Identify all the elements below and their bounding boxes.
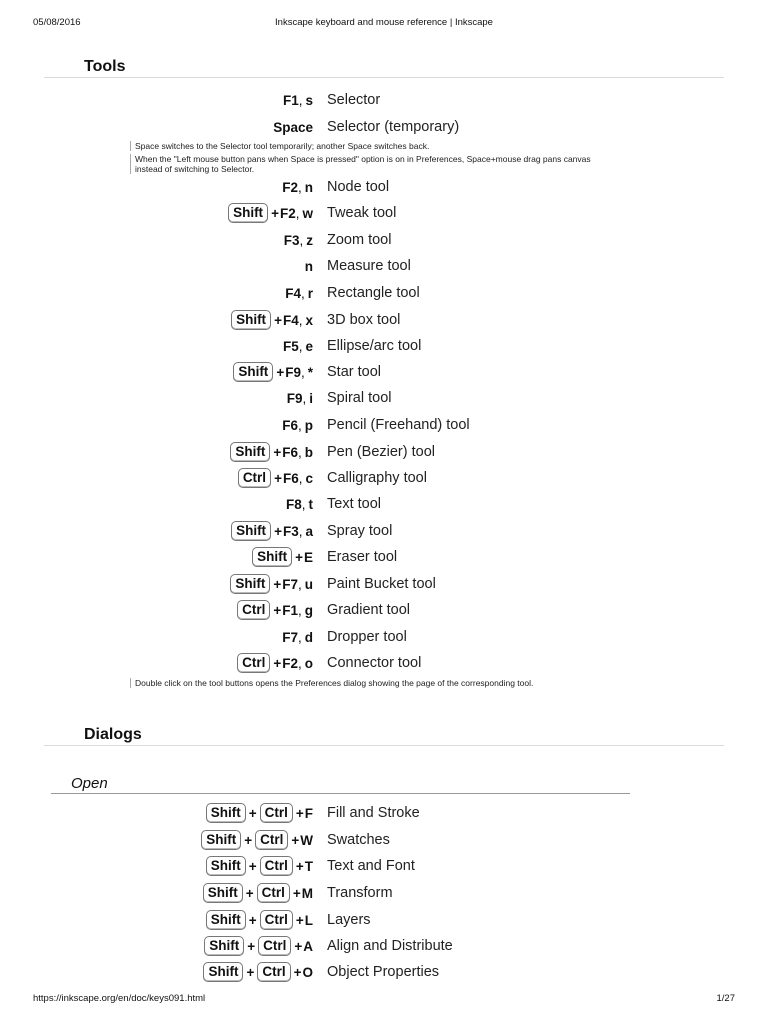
shortcut-action: Selector (temporary) — [327, 119, 460, 135]
space-note-2: When the "Left mouse button pans when Space is pressed" option is on in Preferences, Space+mouse drag pans canvas instead of switching to Selector. — [130, 154, 605, 174]
tool-row — [0, 334, 768, 358]
shortcut-action: Rectangle tool — [327, 285, 420, 301]
shortcut-action: Fill and Stroke — [327, 805, 420, 821]
tool-row — [0, 88, 768, 112]
key-plus: + — [247, 938, 256, 954]
key-cap: Shift — [201, 830, 241, 850]
key-separator: , — [297, 179, 302, 195]
key-name: r — [307, 285, 313, 301]
key-name: F1 — [282, 92, 299, 108]
key-name: F6 — [282, 417, 298, 433]
shortcut-keys — [228, 572, 313, 596]
key-cap: Ctrl — [260, 910, 293, 930]
key-name: F6 — [282, 444, 298, 460]
tool-row — [0, 545, 768, 569]
shortcut-action: Measure tool — [327, 258, 411, 274]
key-separator: , — [297, 602, 302, 618]
shortcut-action: Calligraphy tool — [327, 470, 427, 486]
key-name: o — [304, 655, 313, 671]
open-subheading: Open — [51, 775, 630, 794]
shortcut-action: Align and Distribute — [327, 938, 453, 954]
shortcut-keys — [287, 386, 313, 410]
key-separator: , — [298, 523, 303, 539]
shortcut-keys — [286, 492, 313, 516]
shortcut-action: Pen (Bezier) tool — [327, 444, 435, 460]
key-plus: + — [293, 964, 302, 980]
shortcut-action: Transform — [327, 885, 393, 901]
key-separator: , — [297, 417, 302, 433]
key-name: F2 — [282, 655, 298, 671]
key-plus: + — [271, 205, 279, 221]
shortcut-keys — [229, 308, 313, 332]
key-name: L — [304, 912, 313, 928]
key-separator: , — [297, 576, 302, 592]
key-name: w — [302, 205, 313, 221]
key-cap: Shift — [206, 803, 246, 823]
dialogs-heading: Dialogs — [44, 726, 724, 746]
page-number: 1/27 — [716, 993, 735, 1004]
key-name: F2 — [282, 179, 298, 195]
key-name: Space — [273, 119, 313, 135]
shortcut-keys — [285, 281, 313, 305]
key-cap: Ctrl — [260, 803, 293, 823]
key-name: F8 — [285, 496, 302, 512]
key-name: * — [307, 364, 313, 380]
shortcut-keys — [282, 625, 313, 649]
key-plus: + — [248, 805, 257, 821]
shortcut-action: Swatches — [327, 832, 390, 848]
dialog-row — [0, 801, 768, 825]
key-name: F2 — [279, 205, 296, 221]
tool-row — [0, 466, 768, 490]
shortcut-keys — [273, 115, 313, 139]
key-plus: + — [276, 364, 285, 380]
key-plus: + — [295, 549, 303, 565]
key-plus: + — [274, 523, 282, 539]
key-name: M — [301, 885, 313, 901]
key-separator: , — [295, 205, 300, 221]
shortcut-keys — [235, 651, 313, 675]
key-name: F — [304, 805, 313, 821]
tool-row — [0, 572, 768, 596]
key-name: T — [304, 858, 313, 874]
key-separator: , — [298, 312, 303, 328]
key-name: E — [303, 549, 313, 565]
shortcut-action: Layers — [327, 912, 371, 928]
key-name: W — [300, 832, 313, 848]
shortcut-keys — [282, 413, 313, 437]
shortcut-keys — [228, 440, 313, 464]
key-separator: , — [298, 92, 303, 108]
key-name: u — [304, 576, 313, 592]
key-cap: Shift — [231, 310, 271, 330]
key-plus: + — [274, 470, 282, 486]
key-cap: Shift — [231, 521, 271, 541]
shortcut-keys — [226, 201, 313, 225]
shortcut-keys — [201, 960, 313, 984]
shortcut-keys — [231, 360, 313, 384]
shortcut-action: Paint Bucket tool — [327, 576, 436, 592]
dialog-row — [0, 854, 768, 878]
key-name: x — [305, 312, 313, 328]
print-header — [33, 17, 735, 31]
tool-row — [0, 281, 768, 305]
double-click-note: Double click on the tool buttons opens the Preferences dialog showing the page of the corresponding tool. — [130, 678, 605, 688]
shortcut-keys — [235, 598, 313, 622]
key-name: s — [305, 92, 313, 108]
key-separator: , — [298, 470, 303, 486]
tool-row — [0, 360, 768, 384]
shortcut-keys — [236, 466, 313, 490]
key-separator: , — [299, 232, 304, 248]
tool-row — [0, 175, 768, 199]
tools-heading: Tools — [44, 58, 724, 78]
shortcut-action: Text and Font — [327, 858, 415, 874]
key-name: z — [306, 232, 313, 248]
key-plus: + — [248, 912, 257, 928]
key-separator: , — [302, 390, 307, 406]
key-plus: + — [295, 858, 304, 874]
key-cap: Shift — [230, 574, 270, 594]
key-name: F4 — [282, 312, 299, 328]
tool-row — [0, 651, 768, 675]
key-name: O — [302, 964, 313, 980]
key-cap: Ctrl — [258, 936, 291, 956]
tool-row — [0, 201, 768, 225]
key-cap: Ctrl — [255, 830, 288, 850]
key-cap: Shift — [203, 883, 243, 903]
key-plus: + — [292, 885, 301, 901]
shortcut-keys — [282, 175, 313, 199]
shortcut-action: 3D box tool — [327, 312, 401, 328]
space-note-1: Space switches to the Selector tool temporarily; another Space switches back. — [130, 141, 605, 151]
key-plus: + — [246, 964, 255, 980]
key-separator: , — [300, 364, 305, 380]
shortcut-keys — [199, 828, 313, 852]
tool-row — [0, 308, 768, 332]
key-plus: + — [273, 576, 282, 592]
shortcut-action: Object Properties — [327, 964, 440, 980]
key-cap: Shift — [252, 547, 292, 567]
shortcut-keys — [201, 881, 313, 905]
key-plus: + — [273, 602, 282, 618]
key-plus: + — [273, 444, 282, 460]
shortcut-action: Tweak tool — [327, 205, 397, 221]
key-name: F3 — [282, 523, 299, 539]
key-name: F9 — [285, 364, 301, 380]
shortcut-action: Text tool — [327, 496, 381, 512]
tool-row — [0, 598, 768, 622]
tool-row — [0, 440, 768, 464]
key-name: a — [305, 523, 313, 539]
key-separator: , — [297, 444, 302, 460]
key-name: i — [309, 390, 313, 406]
key-plus: + — [248, 858, 257, 874]
key-name: F7 — [282, 576, 298, 592]
key-cap: Ctrl — [257, 883, 290, 903]
key-name: n — [304, 179, 313, 195]
key-name: p — [304, 417, 313, 433]
shortcut-action: Star tool — [327, 364, 381, 380]
key-name: F7 — [282, 629, 298, 645]
key-cap: Ctrl — [238, 468, 271, 488]
shortcut-action: Gradient tool — [327, 602, 411, 618]
tool-row — [0, 228, 768, 252]
shortcut-action: Pencil (Freehand) tool — [327, 417, 470, 433]
key-name: F5 — [282, 338, 299, 354]
key-name: F1 — [282, 602, 298, 618]
key-name: b — [304, 444, 313, 460]
key-name: F3 — [283, 232, 300, 248]
shortcut-keys — [202, 934, 313, 958]
shortcut-action: Selector — [327, 92, 381, 108]
key-cap: Shift — [233, 362, 273, 382]
key-name: A — [303, 938, 313, 954]
key-cap: Shift — [228, 203, 268, 223]
key-cap: Ctrl — [257, 962, 290, 982]
shortcut-keys — [204, 801, 313, 825]
key-plus: + — [245, 885, 254, 901]
key-name: e — [305, 338, 313, 354]
shortcut-action: Connector tool — [327, 655, 422, 671]
key-separator: , — [300, 285, 305, 301]
key-cap: Shift — [206, 910, 246, 930]
dialog-row — [0, 934, 768, 958]
key-name: F4 — [285, 285, 301, 301]
key-cap: Shift — [203, 962, 243, 982]
shortcut-action: Dropper tool — [327, 629, 407, 645]
key-separator: , — [297, 655, 302, 671]
dialog-row — [0, 828, 768, 852]
print-title: Inkscape keyboard and mouse reference | Inkscape — [275, 17, 493, 28]
shortcut-keys — [204, 908, 313, 932]
print-footer — [33, 993, 735, 1007]
key-cap: Ctrl — [237, 600, 270, 620]
shortcut-keys — [284, 228, 313, 252]
key-cap: Ctrl — [237, 653, 270, 673]
key-name: d — [304, 629, 313, 645]
tool-row — [0, 254, 768, 278]
key-plus: + — [273, 655, 282, 671]
tool-row — [0, 386, 768, 410]
dialog-row — [0, 960, 768, 984]
tool-row — [0, 413, 768, 437]
tool-row — [0, 492, 768, 516]
key-cap: Ctrl — [260, 856, 293, 876]
shortcut-keys — [250, 545, 313, 569]
shortcut-action: Zoom tool — [327, 232, 392, 248]
key-separator: , — [301, 496, 306, 512]
key-plus: + — [294, 938, 303, 954]
key-cap: Shift — [230, 442, 270, 462]
tool-row — [0, 519, 768, 543]
key-cap: Shift — [206, 856, 246, 876]
key-name: F9 — [286, 390, 303, 406]
shortcut-action: Node tool — [327, 179, 390, 195]
shortcut-action: Ellipse/arc tool — [327, 338, 422, 354]
key-plus: + — [295, 912, 304, 928]
tool-row — [0, 625, 768, 649]
key-name: c — [305, 470, 313, 486]
key-name: F6 — [282, 470, 299, 486]
shortcut-action: Eraser tool — [327, 549, 398, 565]
print-url: https://inkscape.org/en/doc/keys091.html — [33, 993, 206, 1004]
key-plus: + — [295, 805, 304, 821]
key-separator: , — [298, 338, 303, 354]
shortcut-keys — [283, 88, 313, 112]
shortcut-action: Spray tool — [327, 523, 393, 539]
dialog-row — [0, 881, 768, 905]
key-plus: + — [291, 832, 300, 848]
shortcut-keys — [204, 854, 313, 878]
key-plus: + — [274, 312, 282, 328]
shortcut-keys — [283, 334, 313, 358]
key-separator: , — [297, 629, 302, 645]
tool-row — [0, 115, 768, 139]
key-name: n — [304, 258, 313, 274]
key-plus: + — [244, 832, 253, 848]
key-name: g — [304, 602, 313, 618]
key-cap: Shift — [204, 936, 244, 956]
shortcut-keys — [229, 519, 313, 543]
shortcut-keys — [305, 254, 313, 278]
dialog-row — [0, 908, 768, 932]
print-date: 05/08/2016 — [33, 17, 81, 28]
key-name: t — [308, 496, 313, 512]
shortcut-action: Spiral tool — [327, 390, 392, 406]
